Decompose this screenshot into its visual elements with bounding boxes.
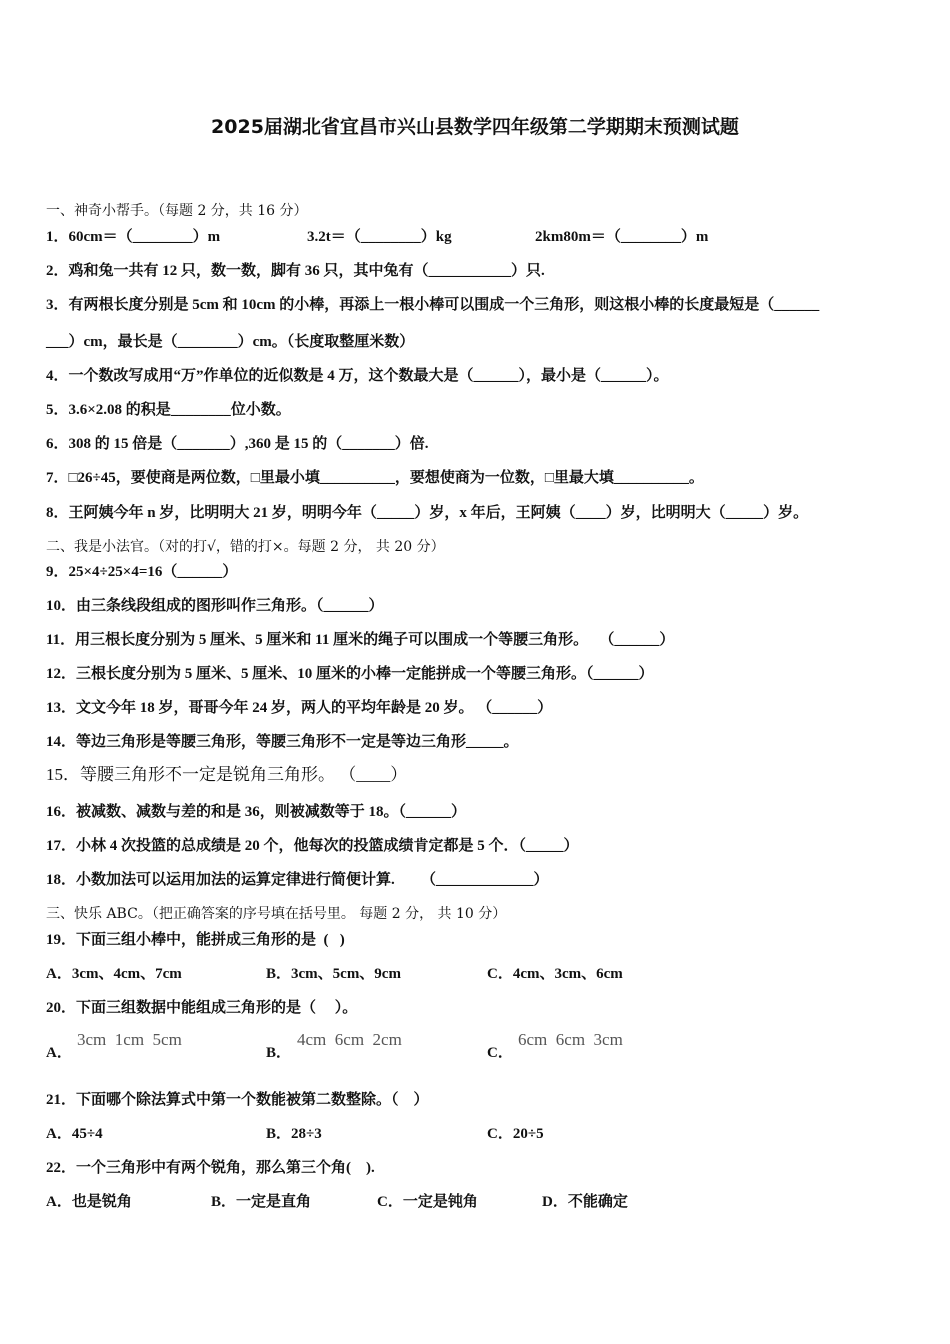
q19-option: B．3cm、5cm、9cm [266,966,401,982]
question-q10: 10．由三条线段组成的图形叫作三角形。（______） [46,598,384,614]
question-q13: 13．文文今年 18 岁，哥哥今年 24 岁，两人的平均年龄是 20 岁。 （______） [46,700,553,716]
q22-option: B．一定是直角 [211,1194,312,1210]
q22-option: C．一定是钝角 [377,1194,478,1210]
q21-option: C．20÷5 [487,1126,544,1142]
question-q16: 16．被减数、减数与差的和是 36，则被减数等于 18。（______） [46,804,467,820]
question-q9: 9．25×4÷25×4=16（______） [46,564,238,580]
question-q3-cont: ___）cm，最长是（________）cm。（长度取整厘米数） [46,334,415,350]
question-section-3: 三、快乐 ABC。（把正确答案的序号填在括号里。 每题 2 分， 共 10 分） [46,906,507,922]
q21-option: A．45÷4 [46,1126,103,1142]
question-q22: 22．一个三角形中有两个锐角，那么第三个角( ). [46,1160,375,1176]
question-q14: 14．等边三角形是等腰三角形，等腰三角形不一定是等边三角形_____。 [46,734,519,750]
question-q15: 15．等腰三角形不一定是锐角三角形。 （____） [46,765,408,784]
question-q3: 3．有两根长度分别是 5cm 和 10cm 的小棒，再添上一根小棒可以围成一个三角形，则这根小棒的长度最短是（______ [46,297,820,313]
q19-option: C．4cm、3cm、6cm [487,966,623,982]
page-title: 2025届湖北省宜昌市兴山县数学四年级第二学期期末预测试题 [211,116,739,138]
q20-option-value: 4cm 6cm 2cm [297,1030,402,1049]
question-q19: 19．下面三组小棒中，能拼成三角形的是 ( ) [46,932,345,948]
q19-option: A．3cm、4cm、7cm [46,966,182,982]
q22-option: D．不能确定 [542,1194,628,1210]
question-q11: 11．用三根长度分别为 5 厘米、5 厘米和 11 厘米的绳子可以围成一个等腰三角形。 （______） [46,632,675,648]
q20-option-label: B． [266,1045,292,1061]
q20-option-label: C． [487,1045,513,1061]
question-section-1: 一、神奇小帮手。（每题 2 分，共 16 分） [46,203,308,219]
question-section-2: 二、我是小法官。（对的打√，错的打×。每题 2 分， 共 20 分） [46,539,445,555]
question-q8: 8．王阿姨今年 n 岁，比明明大 21 岁，明明今年（_____）岁，x 年后，王阿姨（____）岁，比明明大（_____）岁。 [46,505,809,521]
question-q17: 17．小林 4 次投篮的总成绩是 20 个，他每次的投篮成绩肯定都是 5 个．（_____） [46,838,579,854]
question-q12: 12．三根长度分别为 5 厘米、5 厘米、10 厘米的小棒一定能拼成一个等腰三角形。（______） [46,666,654,682]
question-q1-part: 1．60cm＝（________）m [46,229,221,245]
question-q18: 18．小数加法可以运用加法的运算定律进行简便计算. （_____________） [46,872,549,888]
question-q4: 4．一个数改写成用“万”作单位的近似数是 4 万，这个数最大是（______），最小是（______）。 [46,368,669,384]
q20-option-value: 3cm 1cm 5cm [77,1030,182,1049]
q20-option-value: 6cm 6cm 3cm [518,1030,623,1049]
q21-option: B．28÷3 [266,1126,322,1142]
question-q7: 7．□26÷45，要使商是两位数，□里最小填__________，要想使商为一位数，□里最大填__________。 [46,470,704,486]
question-q21: 21．下面哪个除法算式中第一个数能被第二数整除。（ ） [46,1092,429,1108]
question-q1-part: 2km80m＝（________）m [535,229,709,245]
question-q2: 2．鸡和兔一共有 12 只，数一数，脚有 36 只，其中兔有（___________）只. [46,263,545,279]
question-q20: 20．下面三组数据中能组成三角形的是（ ）。 [46,1000,358,1016]
question-q5: 5．3.6×2.08 的积是________位小数。 [46,402,291,418]
question-q6: 6．308 的 15 倍是（_______）,360 是 15 的（_______）倍. [46,436,429,452]
q22-option: A．也是锐角 [46,1194,132,1210]
q20-option-label: A． [46,1045,72,1061]
question-q1-part: 3.2t＝（________）kg [307,229,452,245]
